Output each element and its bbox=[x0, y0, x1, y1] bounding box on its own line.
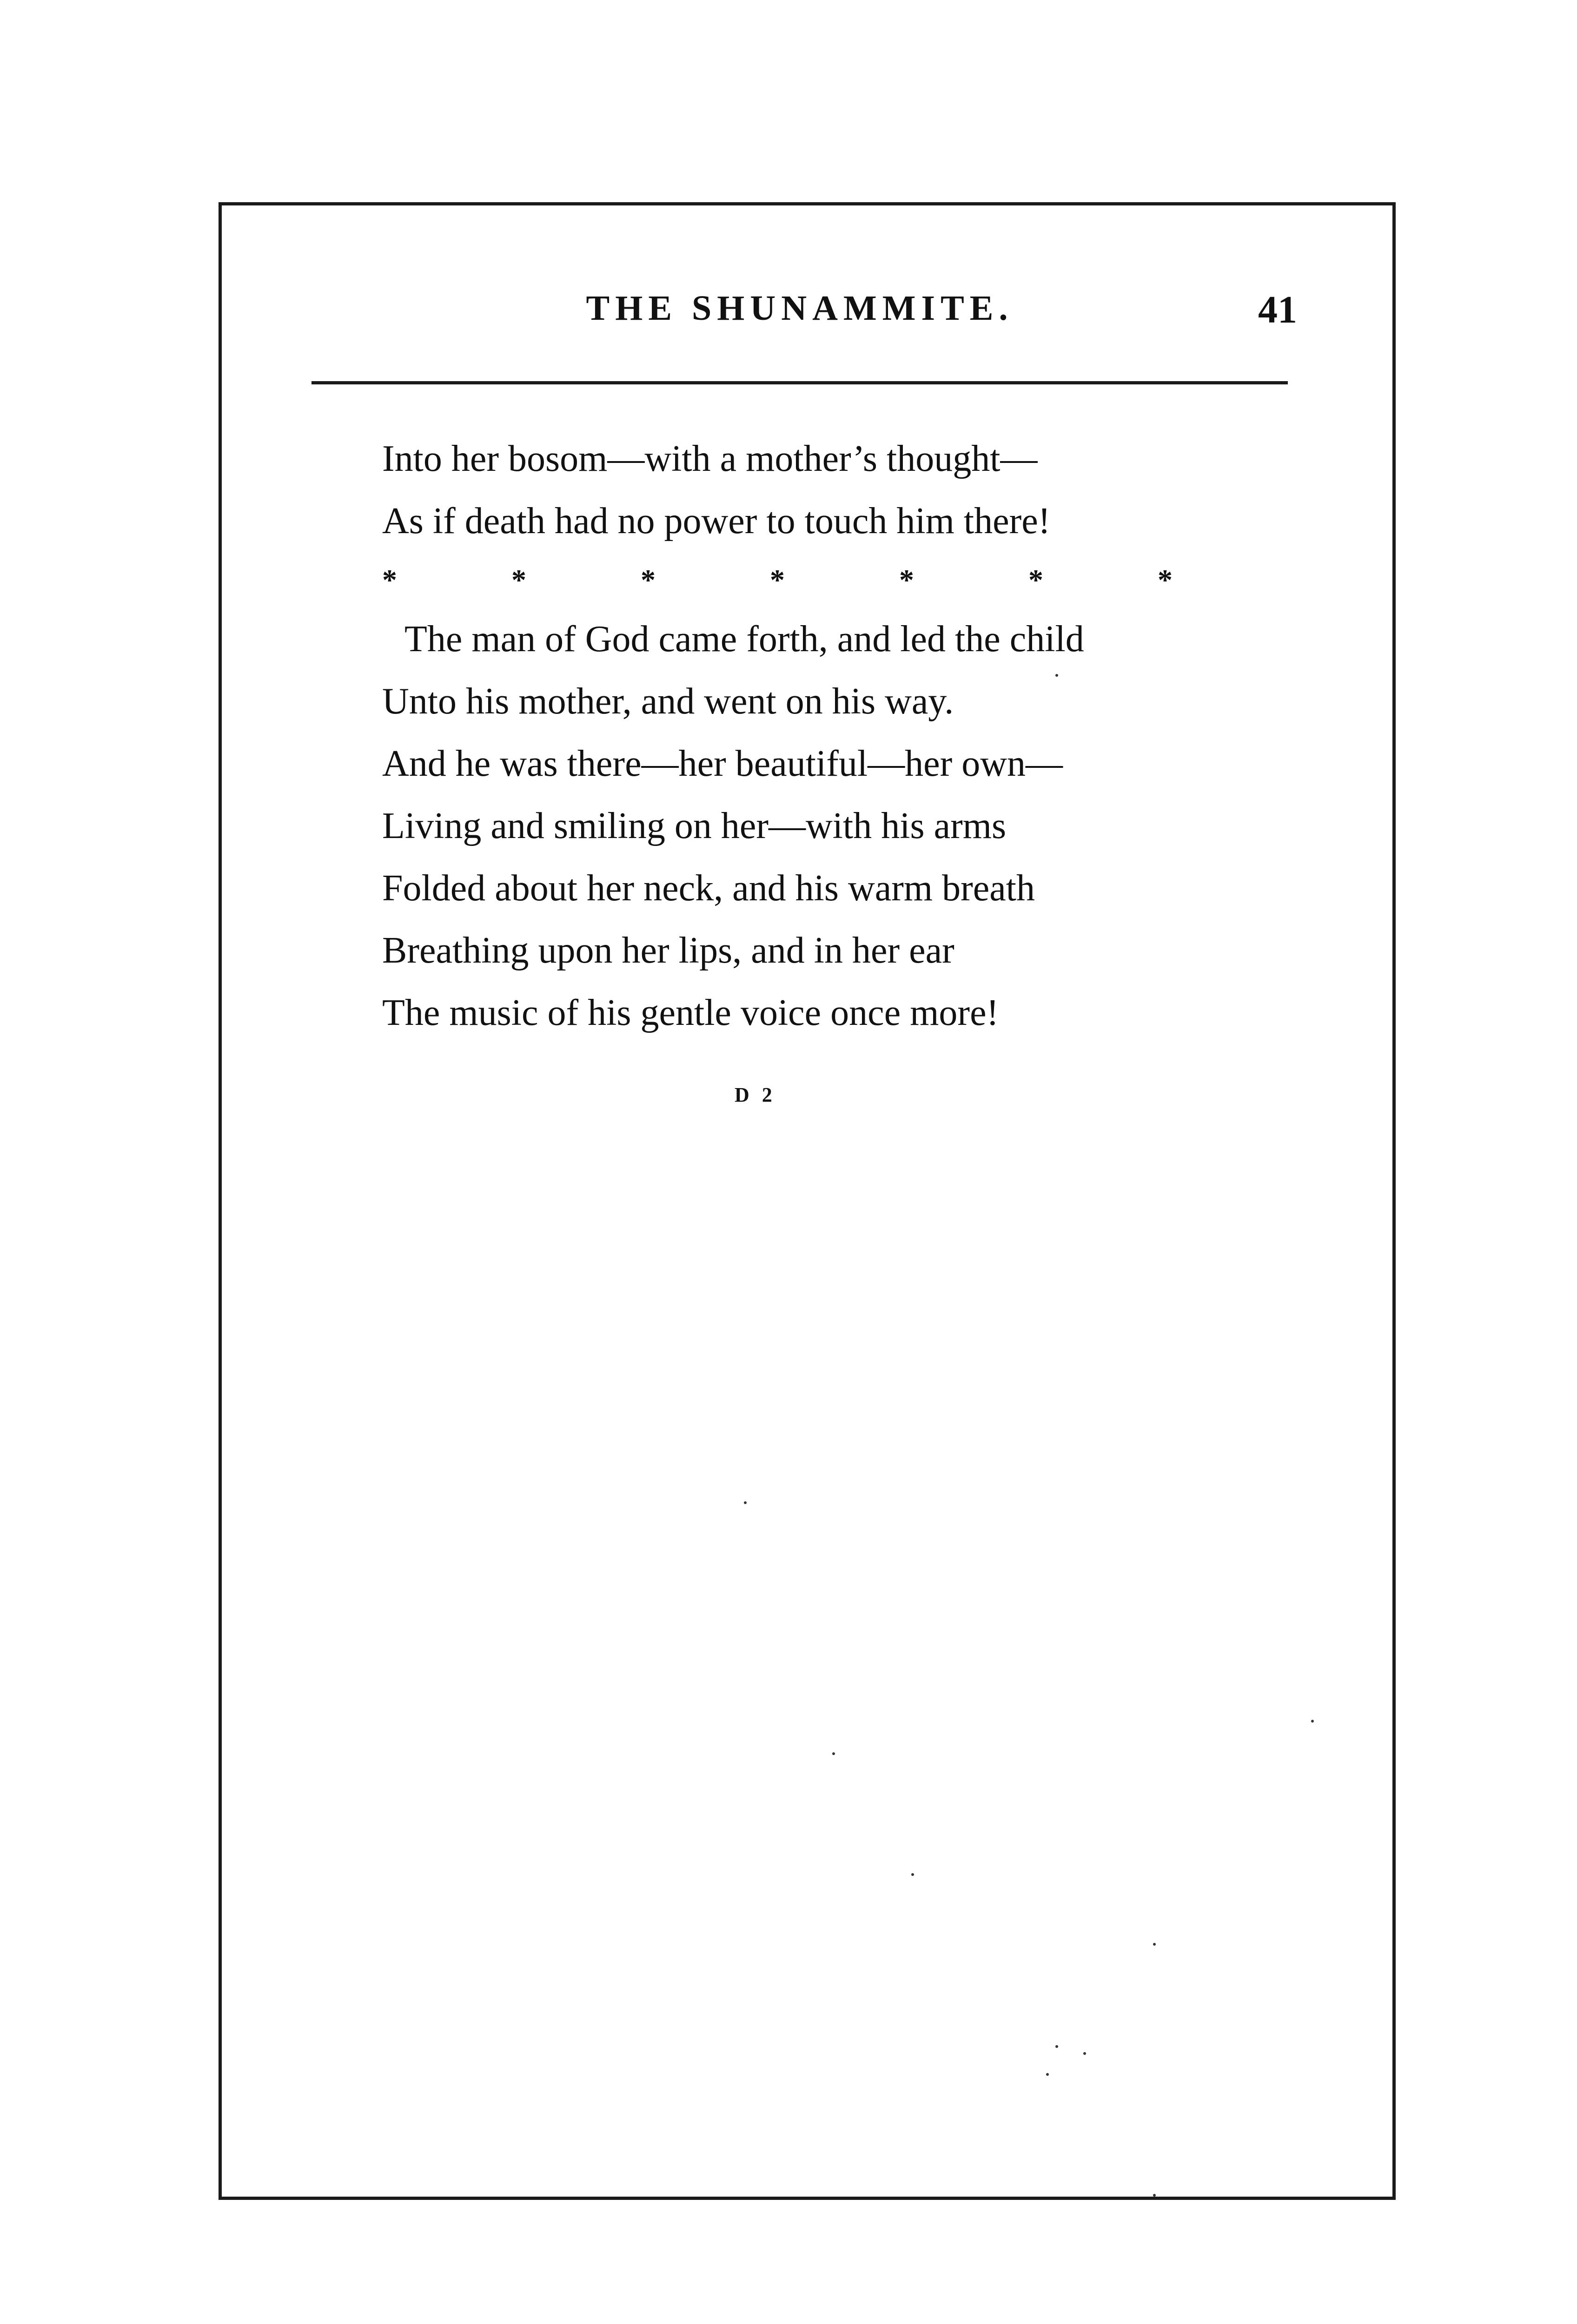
scan-speck bbox=[1153, 1943, 1156, 1946]
running-head bbox=[311, 279, 1297, 335]
asterisk: * bbox=[1028, 563, 1043, 596]
poem-line: As if death had no power to touch him there! bbox=[382, 501, 1051, 541]
scan-speck bbox=[744, 1501, 747, 1504]
scan-speck bbox=[1055, 2045, 1058, 2048]
asterisk: * bbox=[770, 563, 785, 596]
asterisk: * bbox=[511, 563, 526, 596]
asterisk: * bbox=[382, 563, 397, 596]
asterisk: * bbox=[641, 563, 656, 596]
poem-body bbox=[382, 428, 1266, 1044]
poem-line: Breathing upon her lips, and in her ear bbox=[382, 930, 954, 971]
header-rule bbox=[311, 381, 1288, 384]
page-number: 41 bbox=[1258, 288, 1297, 331]
poem-line: Into her bosom—with a mother’s thought— bbox=[382, 438, 1038, 479]
asterisk: * bbox=[1158, 563, 1173, 596]
poem-line: The man of God came forth, and led the child bbox=[404, 619, 1084, 660]
asterisk-separator bbox=[382, 552, 1173, 608]
scan-speck bbox=[1055, 674, 1058, 677]
scan-speck bbox=[1311, 1720, 1314, 1723]
poem-line: The music of his gentle voice once more! bbox=[382, 992, 999, 1033]
scan-speck bbox=[911, 1873, 914, 1876]
asterisk: * bbox=[899, 563, 914, 596]
poem-line: And he was there—her beautiful—her own— bbox=[382, 743, 1063, 784]
scan-speck bbox=[1046, 2073, 1049, 2076]
poem-line: Unto his mother, and went on his way. bbox=[382, 681, 954, 722]
signature-mark: D 2 bbox=[735, 1083, 776, 1106]
poem-line: Living and smiling on her—with his arms bbox=[382, 805, 1007, 846]
scan-speck bbox=[1083, 2052, 1086, 2055]
running-title: THE SHUNAMMITE. bbox=[586, 289, 1014, 328]
scan-speck bbox=[1153, 2194, 1156, 2197]
scan-speck bbox=[832, 1752, 835, 1755]
poem-line: Folded about her neck, and his warm breath bbox=[382, 868, 1035, 909]
